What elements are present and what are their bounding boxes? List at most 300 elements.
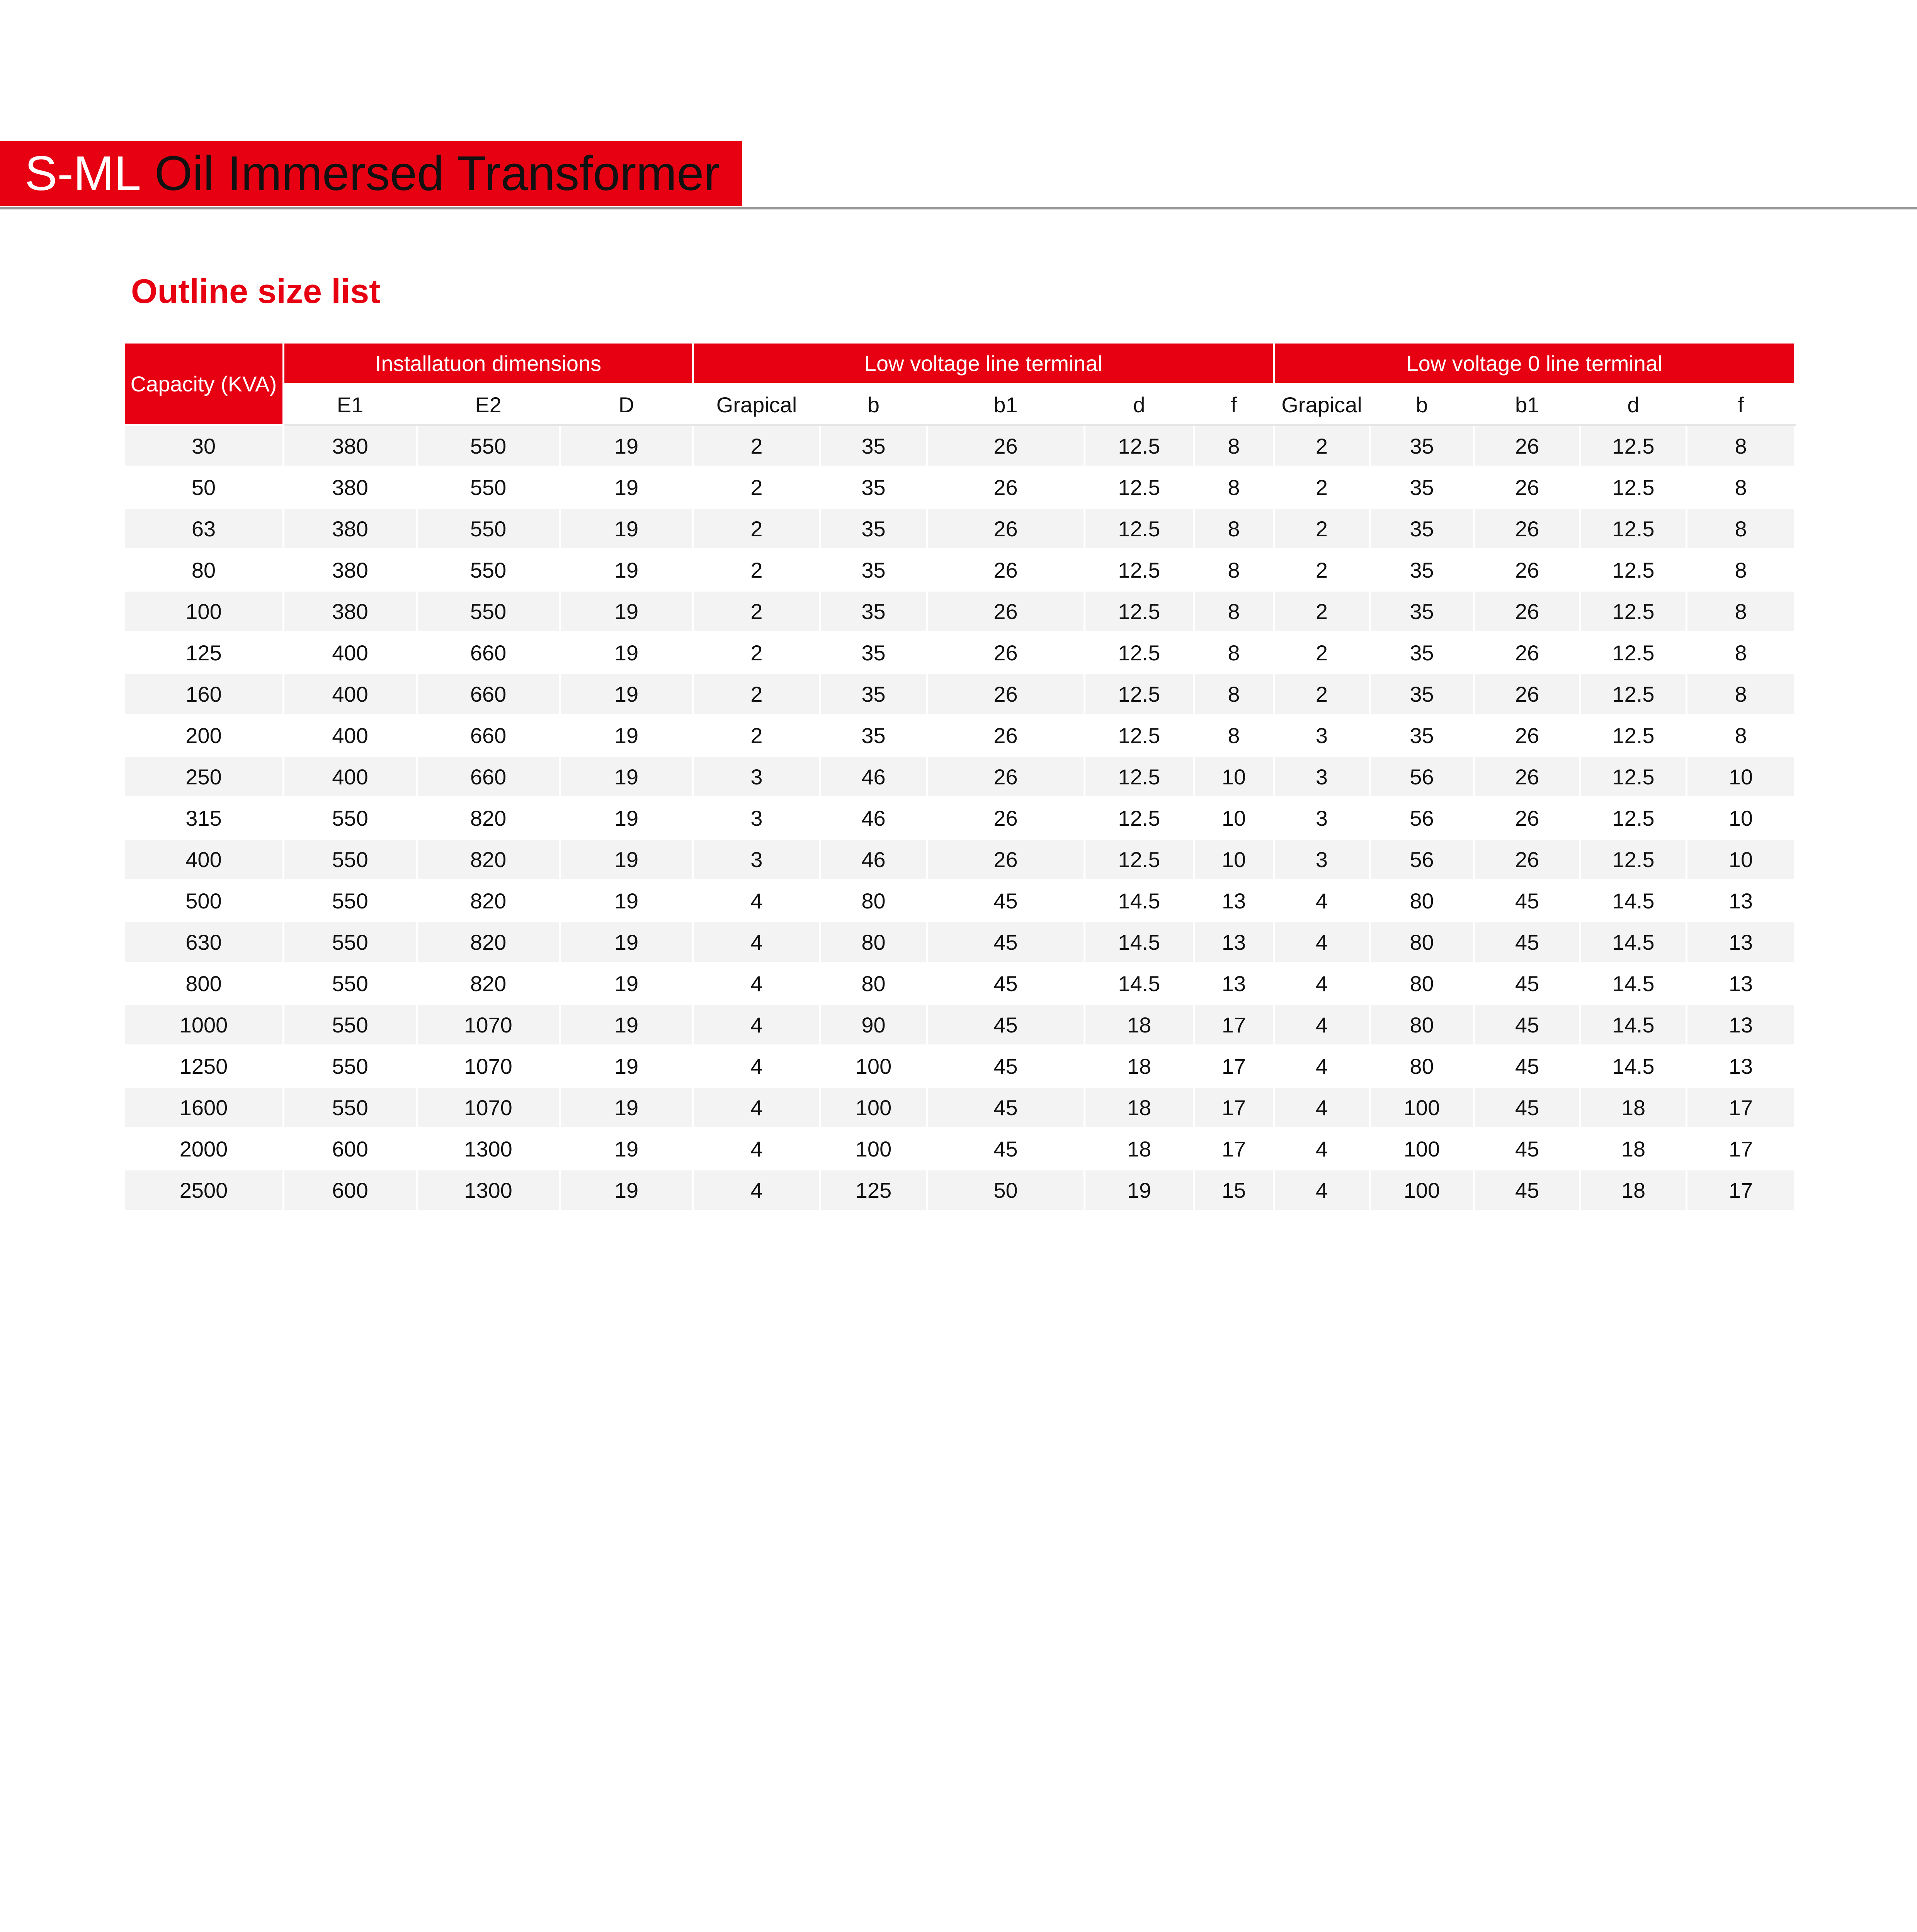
table-cell: 46 [820, 756, 927, 798]
table-cell: 17 [1194, 1087, 1274, 1128]
table-cell: 17 [1194, 1004, 1274, 1046]
table-cell: 400 [284, 632, 417, 673]
table-cell: 19 [560, 839, 693, 880]
table-cell: 8 [1687, 425, 1795, 467]
table-cell: 45 [927, 922, 1085, 963]
table-cell: 17 [1194, 1128, 1274, 1170]
table-cell: 80 [1370, 922, 1474, 963]
column-header: b1 [1474, 384, 1580, 425]
table-cell: 1300 [417, 1170, 560, 1211]
table-cell: 8 [1687, 673, 1795, 715]
table-cell: 550 [417, 591, 560, 632]
table-cell: 12.5 [1580, 508, 1687, 549]
table-cell: 18 [1580, 1128, 1687, 1170]
table-cell: 80 [820, 880, 927, 922]
table-cell: 8 [1194, 549, 1274, 591]
table-cell: 100 [820, 1087, 927, 1128]
table-cell: 3 [1274, 715, 1370, 756]
table-cell: 80 [820, 922, 927, 963]
table-cell: 550 [284, 839, 417, 880]
table-subheader-row [124, 384, 1795, 425]
table-cell: 12.5 [1085, 673, 1194, 715]
table-cell: 45 [927, 963, 1085, 1004]
table-cell: 660 [417, 756, 560, 798]
table-cell: 2 [693, 715, 820, 756]
table-cell: 35 [820, 549, 927, 591]
table-cell: 19 [560, 467, 693, 508]
table-cell: 19 [560, 549, 693, 591]
table-cell: 400 [284, 756, 417, 798]
table-cell: 45 [1474, 963, 1580, 1004]
table-cell: 19 [560, 715, 693, 756]
table-cell: 19 [560, 922, 693, 963]
table-cell: 10 [1194, 798, 1274, 839]
table-cell: 8 [1194, 632, 1274, 673]
table-cell: 820 [417, 963, 560, 1004]
table-cell: 45 [927, 1128, 1085, 1170]
table-cell: 13 [1687, 922, 1795, 963]
table-cell: 3 [693, 756, 820, 798]
table-cell: 26 [1474, 798, 1580, 839]
table-cell: 80 [1370, 1046, 1474, 1087]
table-cell: 26 [927, 467, 1085, 508]
table-row [124, 1170, 1795, 1211]
table-cell: 10 [1687, 798, 1795, 839]
capacity-cell: 630 [124, 922, 284, 963]
table-cell: 19 [560, 798, 693, 839]
capacity-cell: 1000 [124, 1004, 284, 1046]
table-cell: 26 [927, 673, 1085, 715]
capacity-cell: 1250 [124, 1046, 284, 1087]
table-cell: 35 [1370, 549, 1474, 591]
table-cell: 2 [693, 673, 820, 715]
column-header: E1 [284, 384, 417, 425]
table-cell: 820 [417, 798, 560, 839]
table-cell: 50 [927, 1170, 1085, 1211]
table-cell: 26 [1474, 756, 1580, 798]
table-cell: 56 [1370, 839, 1474, 880]
table-row [124, 715, 1795, 756]
table-cell: 15 [1194, 1170, 1274, 1211]
table-cell: 35 [820, 673, 927, 715]
table-cell: 80 [820, 963, 927, 1004]
table-cell: 12.5 [1085, 467, 1194, 508]
table-row [124, 880, 1795, 922]
table-cell: 46 [820, 839, 927, 880]
table-cell: 660 [417, 632, 560, 673]
table-row [124, 632, 1795, 673]
table-cell: 12.5 [1580, 591, 1687, 632]
table-cell: 35 [1370, 467, 1474, 508]
table-cell: 13 [1194, 922, 1274, 963]
table-cell: 1070 [417, 1087, 560, 1128]
title-rule [0, 207, 1917, 209]
table-cell: 56 [1370, 756, 1474, 798]
table-cell: 19 [560, 1170, 693, 1211]
table-cell: 18 [1085, 1046, 1194, 1087]
table-cell: 26 [927, 425, 1085, 467]
table-row [124, 798, 1795, 839]
capacity-cell: 500 [124, 880, 284, 922]
table-cell: 26 [1474, 673, 1580, 715]
table-cell: 18 [1085, 1087, 1194, 1128]
table-cell: 2 [693, 425, 820, 467]
table-cell: 26 [1474, 632, 1580, 673]
table-cell: 26 [1474, 425, 1580, 467]
table-cell: 12.5 [1580, 798, 1687, 839]
table-cell: 12.5 [1085, 798, 1194, 839]
table-cell: 550 [417, 549, 560, 591]
capacity-cell: 315 [124, 798, 284, 839]
table-cell: 45 [1474, 880, 1580, 922]
table-cell: 35 [820, 715, 927, 756]
column-header: f [1687, 384, 1795, 425]
capacity-cell: 2000 [124, 1128, 284, 1170]
table-cell: 2 [1274, 467, 1370, 508]
table-cell: 8 [1194, 467, 1274, 508]
table-cell: 46 [820, 798, 927, 839]
table-cell: 19 [560, 756, 693, 798]
table-cell: 12.5 [1580, 715, 1687, 756]
table-cell: 100 [1370, 1087, 1474, 1128]
table-cell: 125 [820, 1170, 927, 1211]
table-cell: 35 [820, 632, 927, 673]
table-cell: 26 [927, 715, 1085, 756]
table-cell: 45 [927, 880, 1085, 922]
capacity-cell: 800 [124, 963, 284, 1004]
table-cell: 45 [927, 1046, 1085, 1087]
table-cell: 820 [417, 880, 560, 922]
page-title-band [0, 141, 742, 206]
table-cell: 10 [1687, 756, 1795, 798]
section-title: Outline size list [131, 272, 381, 310]
column-header: f [1194, 384, 1274, 425]
table-cell: 8 [1194, 508, 1274, 549]
table-cell: 550 [417, 425, 560, 467]
table-cell: 12.5 [1580, 425, 1687, 467]
capacity-cell: 125 [124, 632, 284, 673]
table-cell: 35 [1370, 508, 1474, 549]
table-cell: 8 [1194, 591, 1274, 632]
capacity-cell: 30 [124, 425, 284, 467]
table-row [124, 549, 1795, 591]
table-cell: 660 [417, 673, 560, 715]
capacity-cell: 1600 [124, 1087, 284, 1128]
table-cell: 14.5 [1580, 963, 1687, 1004]
table-cell: 90 [820, 1004, 927, 1046]
table-cell: 4 [693, 1046, 820, 1087]
table-cell: 14.5 [1580, 1046, 1687, 1087]
group-header-installation: Installatuon dimensions [284, 343, 693, 384]
table-cell: 18 [1085, 1004, 1194, 1046]
table-cell: 4 [1274, 1170, 1370, 1211]
table-cell: 19 [560, 1004, 693, 1046]
table-row [124, 963, 1795, 1004]
table-cell: 4 [693, 1128, 820, 1170]
column-header: b [1370, 384, 1474, 425]
table-cell: 13 [1687, 963, 1795, 1004]
table-cell: 100 [1370, 1170, 1474, 1211]
table-cell: 26 [927, 632, 1085, 673]
table-row [124, 756, 1795, 798]
table-cell: 19 [560, 632, 693, 673]
column-header: d [1580, 384, 1687, 425]
table-cell: 13 [1194, 963, 1274, 1004]
table-cell: 12.5 [1580, 632, 1687, 673]
table-cell: 380 [284, 467, 417, 508]
table-cell: 2 [1274, 508, 1370, 549]
table-cell: 550 [284, 798, 417, 839]
table-cell: 600 [284, 1128, 417, 1170]
table-cell: 45 [1474, 1128, 1580, 1170]
table-cell: 380 [284, 425, 417, 467]
table-cell: 8 [1194, 673, 1274, 715]
table-cell: 17 [1687, 1170, 1795, 1211]
table-cell: 19 [560, 425, 693, 467]
table-cell: 35 [1370, 632, 1474, 673]
table-cell: 12.5 [1580, 673, 1687, 715]
table-cell: 26 [927, 756, 1085, 798]
table-cell: 2 [1274, 632, 1370, 673]
table-cell: 4 [1274, 1128, 1370, 1170]
table-cell: 10 [1687, 839, 1795, 880]
column-header: b1 [927, 384, 1085, 425]
column-header: Grapical [693, 384, 820, 425]
column-header: Grapical [1274, 384, 1370, 425]
table-cell: 12.5 [1085, 508, 1194, 549]
table-cell: 820 [417, 839, 560, 880]
table-cell: 550 [284, 1004, 417, 1046]
table-cell: 550 [284, 1046, 417, 1087]
table-cell: 35 [820, 591, 927, 632]
table-cell: 45 [927, 1087, 1085, 1128]
table-cell: 4 [693, 880, 820, 922]
table-cell: 3 [693, 839, 820, 880]
table-cell: 14.5 [1085, 880, 1194, 922]
table-cell: 13 [1687, 1046, 1795, 1087]
table-cell: 19 [560, 1087, 693, 1128]
table-cell: 8 [1194, 425, 1274, 467]
table-cell: 35 [820, 467, 927, 508]
table-cell: 8 [1687, 632, 1795, 673]
table-cell: 13 [1687, 1004, 1795, 1046]
table-cell: 4 [1274, 1046, 1370, 1087]
column-header: E2 [417, 384, 560, 425]
table-cell: 12.5 [1580, 756, 1687, 798]
table-cell: 45 [1474, 922, 1580, 963]
table-cell: 26 [927, 839, 1085, 880]
table-cell: 4 [1274, 963, 1370, 1004]
table-cell: 18 [1085, 1128, 1194, 1170]
table-cell: 19 [560, 963, 693, 1004]
column-header: b [820, 384, 927, 425]
table-cell: 26 [1474, 715, 1580, 756]
table-cell: 45 [1474, 1170, 1580, 1211]
table-cell: 1070 [417, 1004, 560, 1046]
table-cell: 12.5 [1580, 839, 1687, 880]
table-cell: 400 [284, 673, 417, 715]
table-cell: 550 [417, 467, 560, 508]
capacity-cell: 250 [124, 756, 284, 798]
column-header: D [560, 384, 693, 425]
group-header-low-voltage-line: Low voltage line terminal [693, 343, 1274, 384]
table-cell: 1300 [417, 1128, 560, 1170]
capacity-cell: 80 [124, 549, 284, 591]
table-cell: 14.5 [1580, 922, 1687, 963]
table-cell: 550 [284, 1087, 417, 1128]
table-row [124, 467, 1795, 508]
table-cell: 26 [1474, 839, 1580, 880]
table-cell: 14.5 [1580, 880, 1687, 922]
table-cell: 10 [1194, 756, 1274, 798]
table-cell: 3 [693, 798, 820, 839]
capacity-cell: 160 [124, 673, 284, 715]
table-cell: 2 [1274, 549, 1370, 591]
table-cell: 14.5 [1085, 922, 1194, 963]
table-cell: 26 [927, 798, 1085, 839]
table-cell: 56 [1370, 798, 1474, 839]
table-cell: 100 [1370, 1128, 1474, 1170]
table-cell: 13 [1194, 880, 1274, 922]
table-cell: 550 [284, 880, 417, 922]
table-row [124, 1004, 1795, 1046]
table-cell: 3 [1274, 798, 1370, 839]
table-group-header-row [124, 343, 1795, 384]
capacity-cell: 50 [124, 467, 284, 508]
capacity-header: Capacity (KVA) [124, 343, 284, 425]
table-cell: 820 [417, 922, 560, 963]
table-cell: 2 [1274, 425, 1370, 467]
table-cell: 13 [1687, 880, 1795, 922]
table-cell: 4 [693, 1087, 820, 1128]
table-cell: 4 [1274, 922, 1370, 963]
table-cell: 18 [1580, 1087, 1687, 1128]
table-row [124, 1128, 1795, 1170]
table-cell: 8 [1687, 549, 1795, 591]
table-cell: 2 [1274, 673, 1370, 715]
table-cell: 660 [417, 715, 560, 756]
table-cell: 3 [1274, 756, 1370, 798]
table-cell: 12.5 [1085, 715, 1194, 756]
table-cell: 2 [693, 632, 820, 673]
table-cell: 12.5 [1085, 549, 1194, 591]
table-cell: 17 [1687, 1128, 1795, 1170]
table-cell: 8 [1687, 715, 1795, 756]
table-cell: 19 [560, 1046, 693, 1087]
table-cell: 35 [1370, 715, 1474, 756]
table-cell: 26 [1474, 549, 1580, 591]
table-row [124, 673, 1795, 715]
table-cell: 14.5 [1085, 963, 1194, 1004]
table-cell: 4 [693, 963, 820, 1004]
table-cell: 80 [1370, 963, 1474, 1004]
table-cell: 35 [1370, 591, 1474, 632]
table-cell: 18 [1580, 1170, 1687, 1211]
table-cell: 35 [1370, 425, 1474, 467]
table-cell: 12.5 [1580, 467, 1687, 508]
table-cell: 35 [820, 425, 927, 467]
table-cell: 380 [284, 549, 417, 591]
table-cell: 19 [560, 591, 693, 632]
table-cell: 8 [1194, 715, 1274, 756]
table-cell: 10 [1194, 839, 1274, 880]
table-cell: 12.5 [1085, 425, 1194, 467]
title-model: S-ML [25, 146, 141, 201]
table-cell: 600 [284, 1170, 417, 1211]
table-cell: 4 [693, 1170, 820, 1211]
table-cell: 4 [1274, 880, 1370, 922]
table-cell: 4 [1274, 1087, 1370, 1128]
table-cell: 35 [820, 508, 927, 549]
group-header-low-voltage-0-line: Low voltage 0 line terminal [1274, 343, 1795, 384]
table-cell: 12.5 [1085, 839, 1194, 880]
table-row [124, 922, 1795, 963]
table-cell: 12.5 [1580, 549, 1687, 591]
table-cell: 26 [927, 508, 1085, 549]
capacity-cell: 200 [124, 715, 284, 756]
table-cell: 17 [1687, 1087, 1795, 1128]
table-cell: 26 [1474, 467, 1580, 508]
table-cell: 12.5 [1085, 632, 1194, 673]
table-cell: 4 [693, 1004, 820, 1046]
table-cell: 19 [560, 508, 693, 549]
table-cell: 400 [284, 715, 417, 756]
table-cell: 8 [1687, 591, 1795, 632]
table-cell: 8 [1687, 467, 1795, 508]
title-product-name: Oil Immersed Transformer [141, 146, 720, 201]
capacity-cell: 100 [124, 591, 284, 632]
table-cell: 380 [284, 591, 417, 632]
table-cell: 45 [1474, 1087, 1580, 1128]
table-cell: 12.5 [1085, 591, 1194, 632]
table-cell: 4 [693, 922, 820, 963]
table-cell: 35 [1370, 673, 1474, 715]
table-row [124, 1087, 1795, 1128]
table-row [124, 425, 1795, 467]
table-cell: 26 [1474, 508, 1580, 549]
table-cell: 100 [820, 1128, 927, 1170]
table-cell: 2 [693, 549, 820, 591]
table-cell: 19 [560, 880, 693, 922]
table-row [124, 591, 1795, 632]
capacity-cell: 63 [124, 508, 284, 549]
table-cell: 8 [1687, 508, 1795, 549]
table-cell: 3 [1274, 839, 1370, 880]
table-cell: 550 [417, 508, 560, 549]
table-cell: 4 [1274, 1004, 1370, 1046]
capacity-cell: 400 [124, 839, 284, 880]
table-cell: 380 [284, 508, 417, 549]
table-cell: 550 [284, 963, 417, 1004]
table-row [124, 508, 1795, 549]
table-cell: 2 [1274, 591, 1370, 632]
table-cell: 550 [284, 922, 417, 963]
table-cell: 2 [693, 467, 820, 508]
capacity-cell: 2500 [124, 1170, 284, 1211]
table-cell: 45 [1474, 1004, 1580, 1046]
table-cell: 14.5 [1580, 1004, 1687, 1046]
table-cell: 26 [1474, 591, 1580, 632]
table-cell: 19 [560, 673, 693, 715]
table-cell: 2 [693, 591, 820, 632]
table-cell: 100 [820, 1046, 927, 1087]
table-row [124, 1046, 1795, 1087]
table-cell: 19 [560, 1128, 693, 1170]
column-header: d [1085, 384, 1194, 425]
table-cell: 80 [1370, 880, 1474, 922]
table-cell: 80 [1370, 1004, 1474, 1046]
table-cell: 26 [927, 549, 1085, 591]
